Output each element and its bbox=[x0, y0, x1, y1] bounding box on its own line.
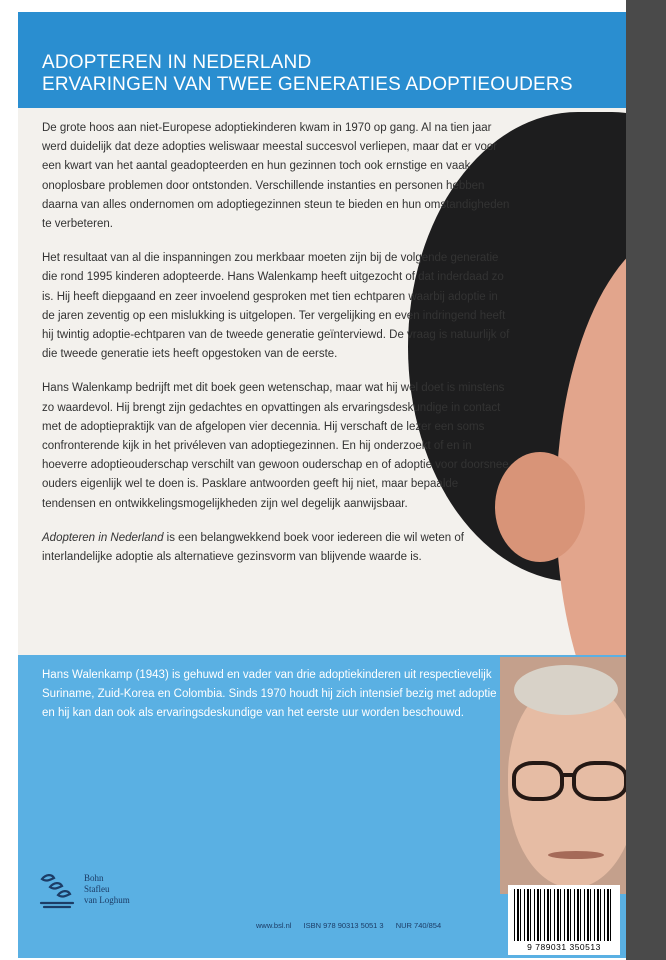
publisher-line: van Loghum bbox=[84, 895, 130, 905]
blurb bbox=[42, 119, 512, 582]
title-banner bbox=[18, 12, 626, 108]
author-mouth bbox=[548, 851, 604, 859]
back-cover bbox=[18, 12, 626, 958]
nur-code: NUR 740/854 bbox=[395, 921, 442, 930]
author-photo bbox=[500, 657, 626, 894]
isbn: ISBN 978 90313 5051 3 bbox=[303, 921, 384, 930]
glasses-right-lens bbox=[572, 761, 626, 801]
barcode-digits: 9 789031 350513 bbox=[527, 942, 601, 952]
publisher-name bbox=[84, 873, 130, 906]
author-bio: Hans Walenkamp (1943) is gehuwd en vader van drie adoptiekinderen uit respectievelijk Suriname, Zuid-Korea en Colombia. Sinds 1970 houdt hij zich intensief bezig met adoptie en hij kan dan ook als ervaringsdeskundige van het eerste uur worden beschouwd. bbox=[42, 669, 497, 720]
blurb-paragraph: Hans Walenkamp bedrijft met dit boek geen wetenschap, maar wat hij wel doet is minstens zo waardevol. Hij brengt zijn gedachtes en opvattingen als ervaringsdeskundige in contact met de adoptiepraktijk van de afgelopen vier decennia. Hij verschaft de lezer een soms confronterende kijk in het privéleven van adoptiegezinnen. En hij onderzoekt of en in hoeverre adoptieouderschap verschilt van gewoon ouderschap en of adoptie voor doorsnee ouders eigenlijk wel te doen is. Pasklare antwoorden geeft hij niet, maar bepaalde tendensen en ontwikkelingsmogelijkheden zijn wel degelijk aanwijsbaar. bbox=[42, 382, 509, 510]
title-italic: Adopteren in Nederland bbox=[42, 531, 164, 544]
website: www.bsl.nl bbox=[256, 921, 292, 930]
blurb-closing bbox=[42, 529, 512, 567]
publisher-line: Stafleu bbox=[84, 884, 110, 894]
book-spine-edge bbox=[626, 0, 666, 960]
blurb-paragraph: De grote hoos aan niet-Europese adoptiekinderen kwam in 1970 op gang. Al na tien jaar werd duidelijk dat deze adopties weliswaar meestal succesvol verliepen, maar dat er voor een kwart van het aantal geadopteerden en hun gezinnen toch ook ernstige en vaak onoplosbare problemen door ontstonden. Verschillende instanties en personen hebben daarna van alles ondernomen om adoptiegezinnen steun te bieden en hun omstandigheden te verbeteren. bbox=[42, 122, 510, 231]
publisher-line: Bohn bbox=[84, 873, 104, 883]
closing-text: is een belangwekkend boek voor iedereen die wil weten of interlandelijke adoptie als alternatieve gezinsvorm van blijvende waarde is. bbox=[42, 531, 464, 564]
colophon bbox=[256, 921, 451, 930]
glasses-left-lens bbox=[512, 761, 564, 801]
book-subtitle: ERVARINGEN VAN TWEE GENERATIES ADOPTIEOUDERS bbox=[42, 74, 573, 95]
author-panel bbox=[18, 655, 626, 958]
barcode-bars bbox=[514, 889, 614, 941]
blurb-paragraph: Het resultaat van al die inspanningen zou merkbaar moeten zijn bij de volgende generatie die rond 1995 kinderen adopteerde. Hans Walenkamp heeft uitgezocht of dat inderdaad zo is. Hij heeft diepgaand en zeer invoelend gesproken met tien echtparen waarbij adoptie in de jaren zeventig op een mislukking is uitgelopen. Ter vergelijking en even indringend heeft hij twintig adoptie-echtparen van de tweede generatie geïnterviewd. De vraag is natuurlijk of die tweede generatie iets heeft opgestoken van de eerste. bbox=[42, 252, 510, 361]
book-title: ADOPTEREN IN NEDERLAND bbox=[42, 52, 312, 73]
publisher-logo-icon bbox=[38, 869, 76, 909]
author-hair bbox=[514, 665, 618, 715]
barcode bbox=[508, 885, 620, 955]
glasses-bridge bbox=[560, 773, 574, 777]
